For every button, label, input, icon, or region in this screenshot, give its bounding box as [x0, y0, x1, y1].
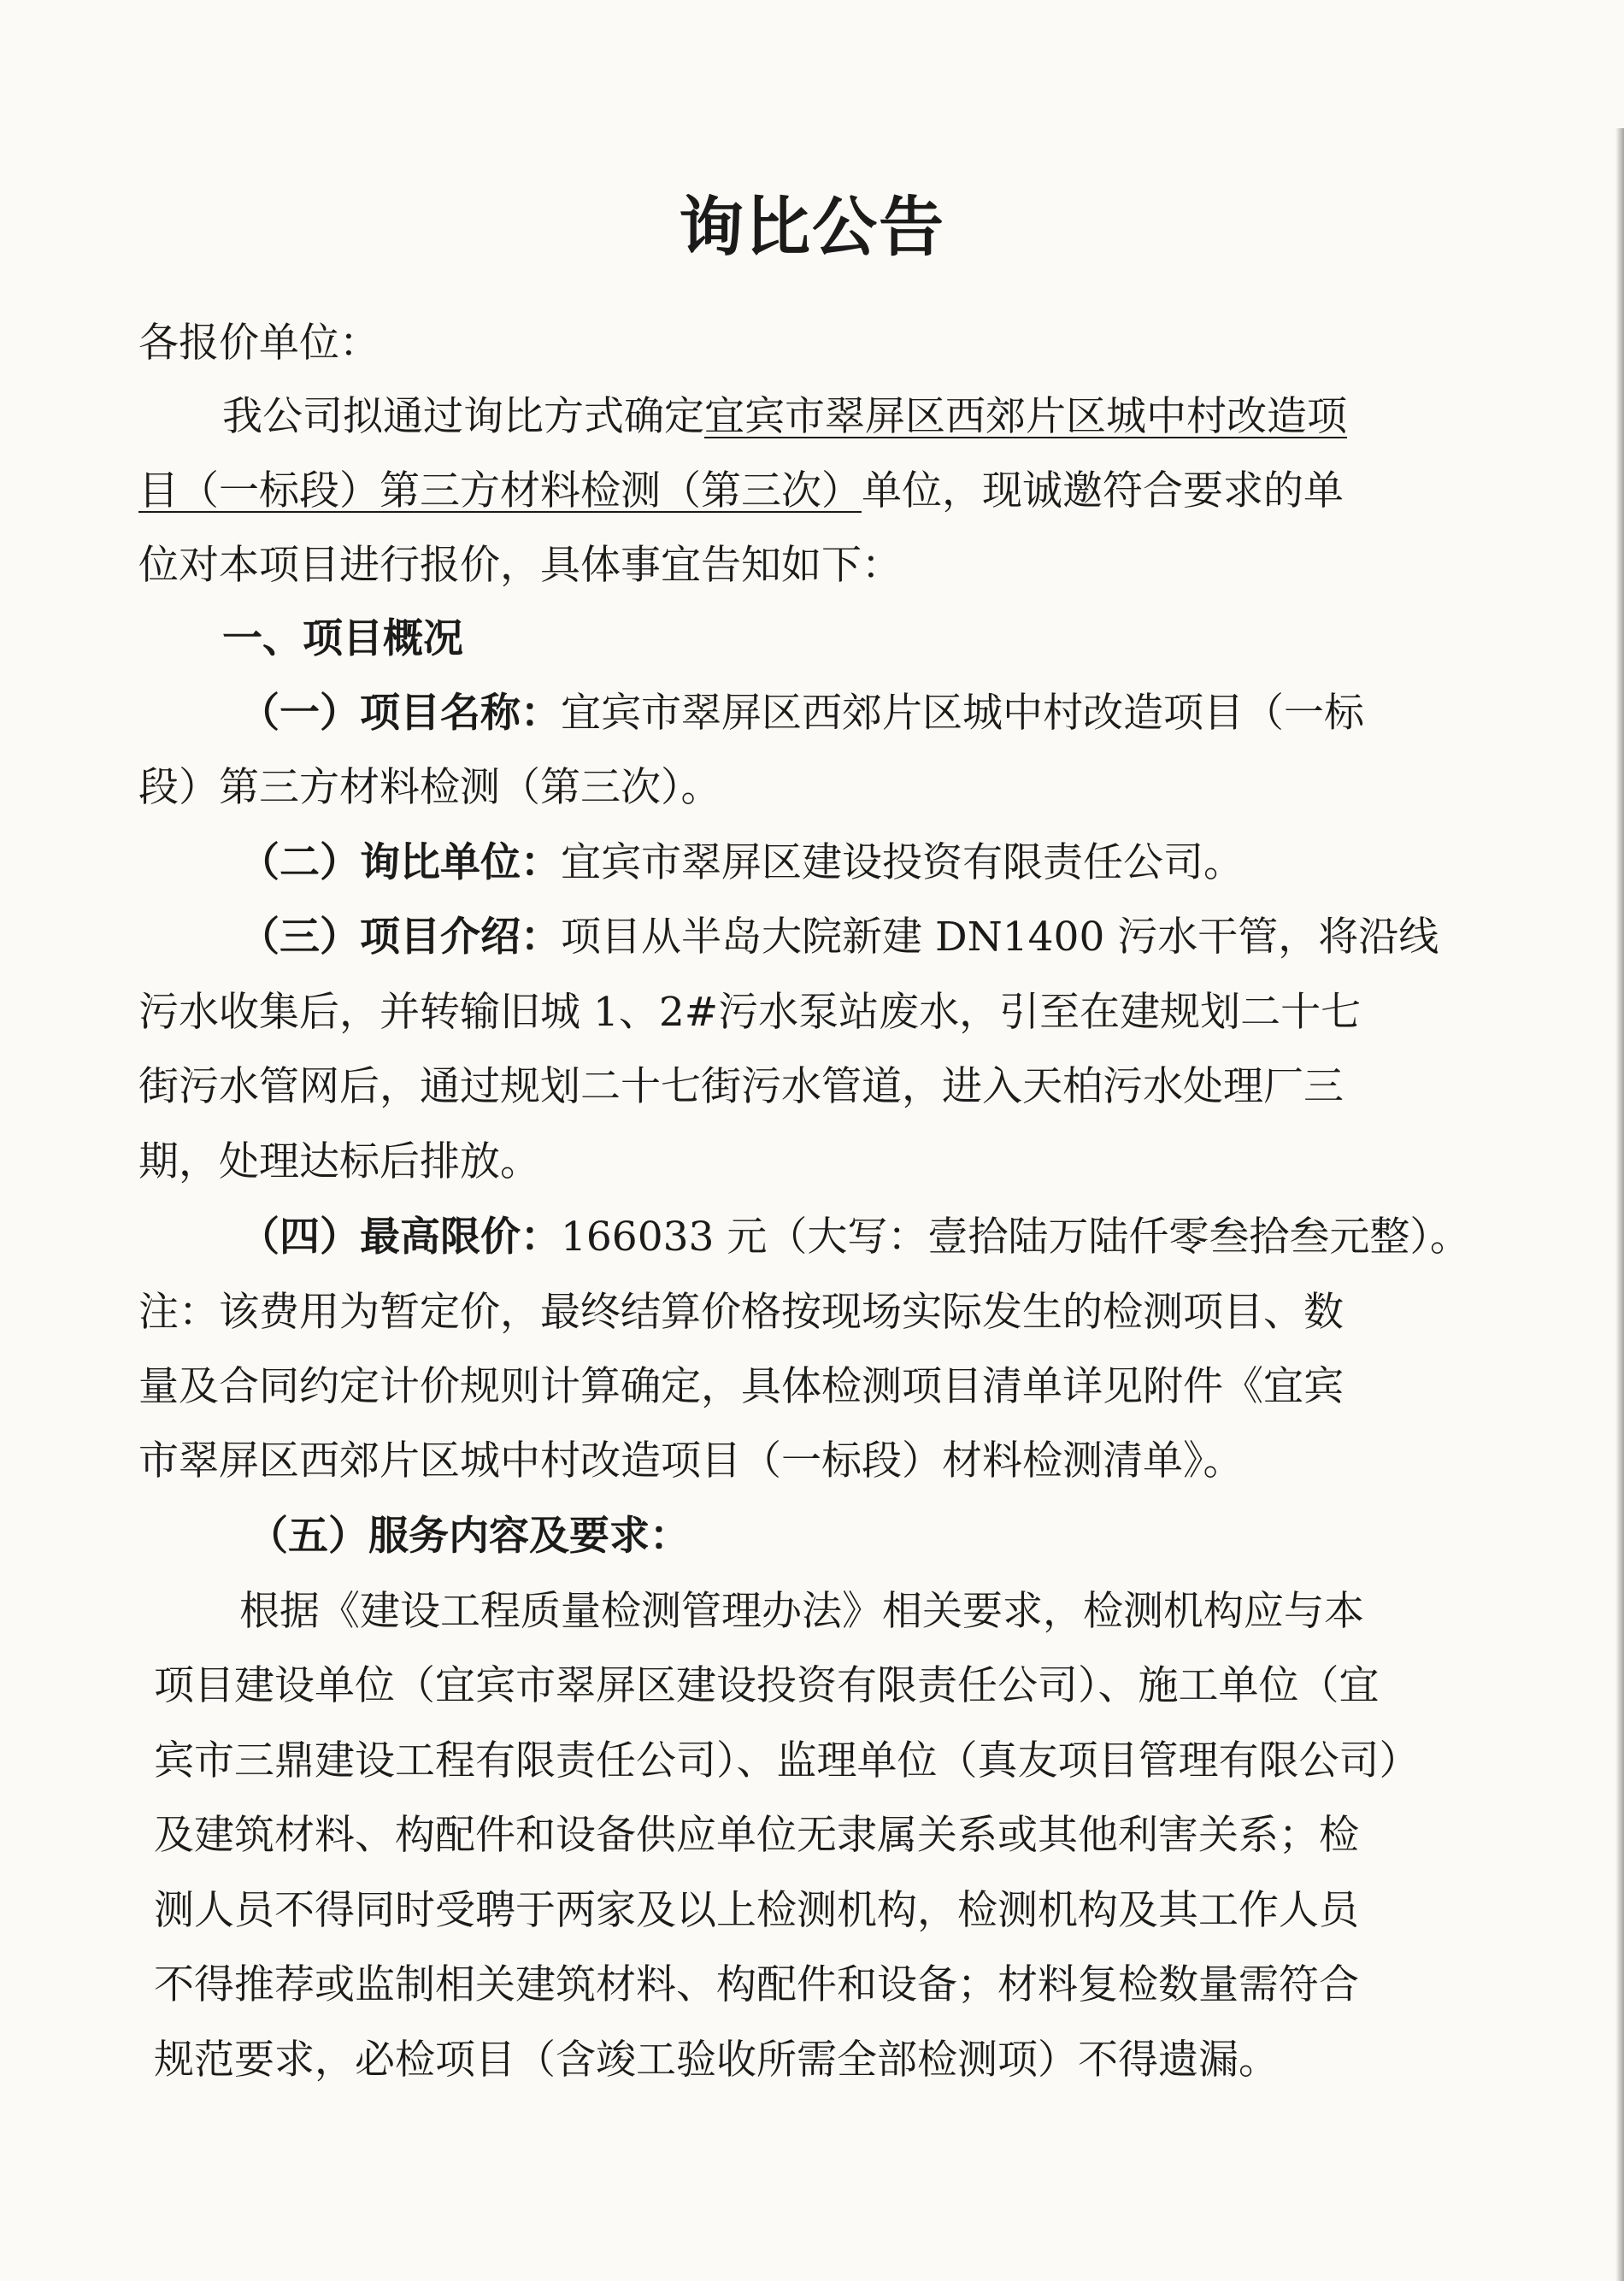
project-name-underlined-cont: 目（一标段）第三方材料检测（第三次） [138, 467, 862, 514]
item1-label: （一）项目名称： [239, 690, 561, 737]
item5-line-3: 宾市三鼎建设工程有限责任公司）、监理单位（真友项目管理有限公司） [154, 1737, 1420, 1784]
item3-line-4: 期，处理达标后排放。 [138, 1138, 540, 1185]
item3-label: （三）项目介绍： [239, 914, 561, 961]
item4-line-2: 注：该费用为暂定价，最终结算价格按现场实际发生的检测项目、数 [138, 1289, 1344, 1336]
intro-text: 我公司拟通过询比方式确定 [222, 393, 704, 440]
item1-text: 宜宾市翠屏区西郊片区城中村改造项目（一标 [561, 690, 1364, 737]
intro-text-cont: 单位，现诚邀符合要求的单 [862, 467, 1344, 514]
item4-text: 166033 元（大写：壹拾陆万陆仟零叁拾叁元整）。 [561, 1214, 1470, 1261]
intro-line-3: 位对本项目进行报价，具体事宜告知如下： [138, 542, 902, 589]
item4-line-3: 量及合同约定计价规则计算确定，具体检测项目清单详见附件《宜宾 [138, 1363, 1344, 1410]
item5-line-1: 根据《建设工程质量检测管理办法》相关要求，检测机构应与本 [239, 1588, 1364, 1635]
item4-label: （四）最高限价： [239, 1214, 561, 1261]
project-name-underlined: 宜宾市翠屏区西郊片区城中村改造项 [704, 393, 1347, 440]
section-heading: 一、项目概况 [222, 615, 463, 662]
item4-line-1 [239, 1212, 1470, 1263]
item5-label: （五）服务内容及要求： [248, 1513, 690, 1560]
item2-line-1 [239, 838, 1244, 889]
page-edge-shadow [1615, 128, 1624, 2281]
item5-line-4: 及建筑材料、构配件和设备供应单位无隶属关系或其他利害关系；检 [154, 1812, 1359, 1859]
item2-text: 宜宾市翠屏区建设投资有限责任公司。 [561, 839, 1244, 886]
item3-line-1 [239, 912, 1439, 963]
item5-line-5: 测人员不得同时受聘于两家及以上检测机构，检测机构及其工作人员 [154, 1887, 1359, 1934]
salutation: 各报价单位： [138, 320, 380, 367]
item1-line-1 [239, 688, 1364, 739]
item5-line-6: 不得推荐或监制相关建筑材料、构配件和设备；材料复检数量需符合 [154, 1961, 1359, 2008]
item3-line-3: 街污水管网后，通过规划二十七街污水管道，进入天柏污水处理厂三 [138, 1063, 1344, 1110]
intro-line-1 [222, 391, 1347, 443]
item3-text: 项目从半岛大院新建 DN1400 污水干管，将沿线 [561, 914, 1439, 961]
item4-line-4: 市翠屏区西郊片区城中村改造项目（一标段）材料检测清单》。 [138, 1437, 1244, 1484]
item2-label: （二）询比单位： [239, 839, 561, 886]
item5-line-7: 规范要求，必检项目（含竣工验收所需全部检测项）不得遗漏。 [154, 2037, 1279, 2084]
item1-line-2: 段）第三方材料检测（第三次）。 [138, 764, 721, 811]
intro-line-2 [138, 466, 1344, 517]
item3-line-2: 污水收集后，并转输旧城 1、2#污水泵站废水，引至在建规划二十七 [138, 989, 1362, 1036]
item5-line-2: 项目建设单位（宜宾市翠屏区建设投资有限责任公司）、施工单位（宜 [154, 1662, 1380, 1709]
page-title: 询比公告 [679, 189, 945, 265]
